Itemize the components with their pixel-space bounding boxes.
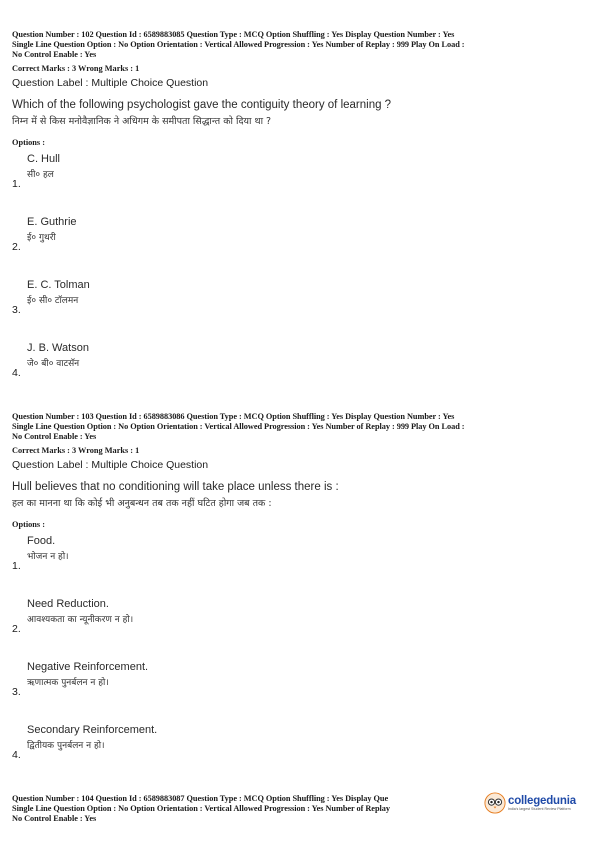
option-2[interactable] — [12, 215, 584, 274]
meta-line: No Control Enable : Yes — [12, 814, 97, 823]
logo-text-group — [508, 795, 576, 812]
option-number: 1. — [12, 560, 21, 572]
option-2[interactable] — [12, 597, 584, 656]
option-number: 3. — [12, 686, 21, 698]
option-text-english: Food. — [27, 535, 56, 547]
option-text-hindi: ऋणात्मक पुनर्बलन न हो। — [27, 678, 109, 688]
option-1[interactable] — [12, 152, 584, 211]
option-3[interactable] — [12, 278, 584, 337]
meta-line: Question Number : 104 Question Id : 6589883087 Question Type : MCQ Option Shuffling : Yes Display Que — [12, 794, 389, 803]
question-text-hindi: हल का मानना था कि कोई भी अनुबन्धन तब तक नहीं घटित होगा जब तक : — [12, 498, 272, 509]
option-number: 4. — [12, 749, 21, 761]
question-block-103 — [12, 412, 584, 782]
option-text-hindi: ई० सी० टॉलमन — [27, 296, 79, 306]
option-text-english: C. Hull — [27, 153, 61, 165]
question-label: Question Label : Multiple Choice Question — [12, 459, 209, 471]
option-text-hindi: आवश्यकता का न्यूनीकरण न हो। — [27, 615, 134, 625]
option-1[interactable] — [12, 534, 584, 593]
meta-line: Single Line Question Option : No Option Orientation : Vertical Allowed Progression : Yes Number of Replay — [12, 804, 390, 813]
logo-name: collegedunia — [508, 794, 576, 807]
owl-logo-icon — [484, 792, 506, 814]
option-text-hindi: भोजन न हो। — [27, 552, 69, 562]
option-text-english: Secondary Reinforcement. — [27, 724, 158, 736]
meta-line: No Control Enable : Yes — [12, 432, 97, 441]
option-text-english: J. B. Watson — [27, 342, 89, 354]
option-text-hindi: जे० बी० वाटसॅन — [27, 359, 80, 369]
meta-line: No Control Enable : Yes — [12, 50, 97, 59]
question-label: Question Label : Multiple Choice Question — [12, 77, 209, 89]
question-meta — [12, 30, 584, 60]
question-text-english: Hull believes that no conditioning will take place unless there is : — [12, 481, 339, 493]
marks-line: Correct Marks : 3 Wrong Marks : 1 — [12, 64, 140, 73]
meta-line: Question Number : 103 Question Id : 6589883086 Question Type : MCQ Option Shuffling : Yes Display Question Number : Yes — [12, 412, 455, 421]
option-4[interactable] — [12, 723, 584, 782]
option-text-hindi: द्वितीयक पुनर्बलन न हो। — [27, 741, 105, 751]
option-number: 2. — [12, 241, 21, 253]
option-text-hindi: ई० गुथरी — [27, 233, 56, 243]
options-heading: Options : — [12, 138, 45, 147]
option-text-hindi: सी० हल — [27, 170, 54, 180]
option-4[interactable] — [12, 341, 584, 400]
question-text-english: Which of the following psychologist gave the contiguity theory of learning ? — [12, 99, 392, 111]
collegedunia-watermark — [484, 788, 590, 818]
option-number: 1. — [12, 178, 21, 190]
question-text-hindi: निम्न में से किस मनोवैज्ञानिक ने अधिगम के समीपता सिद्धान्त को दिया था ? — [12, 116, 272, 127]
option-number: 3. — [12, 304, 21, 316]
option-number: 4. — [12, 367, 21, 379]
meta-line: Question Number : 102 Question Id : 6589883085 Question Type : MCQ Option Shuffling : Yes Display Question Number : Yes — [12, 30, 455, 39]
option-text-english: Need Reduction. — [27, 598, 109, 610]
option-text-english: E. C. Tolman — [27, 279, 90, 291]
marks-line: Correct Marks : 3 Wrong Marks : 1 — [12, 446, 140, 455]
question-meta — [12, 412, 584, 442]
option-3[interactable] — [12, 660, 584, 719]
logo-tagline: India's largest Student Review Platform — [508, 806, 571, 811]
option-text-english: E. Guthrie — [27, 216, 77, 228]
meta-line: Single Line Question Option : No Option Orientation : Vertical Allowed Progression : Yes Number of Replay : 999 Play On Load : — [12, 422, 465, 431]
meta-line: Single Line Question Option : No Option Orientation : Vertical Allowed Progression : Yes Number of Replay : 999 Play On Load : — [12, 40, 465, 49]
option-text-english: Negative Reinforcement. — [27, 661, 149, 673]
option-number: 2. — [12, 623, 21, 635]
question-block-102 — [12, 30, 584, 400]
options-heading: Options : — [12, 520, 45, 529]
